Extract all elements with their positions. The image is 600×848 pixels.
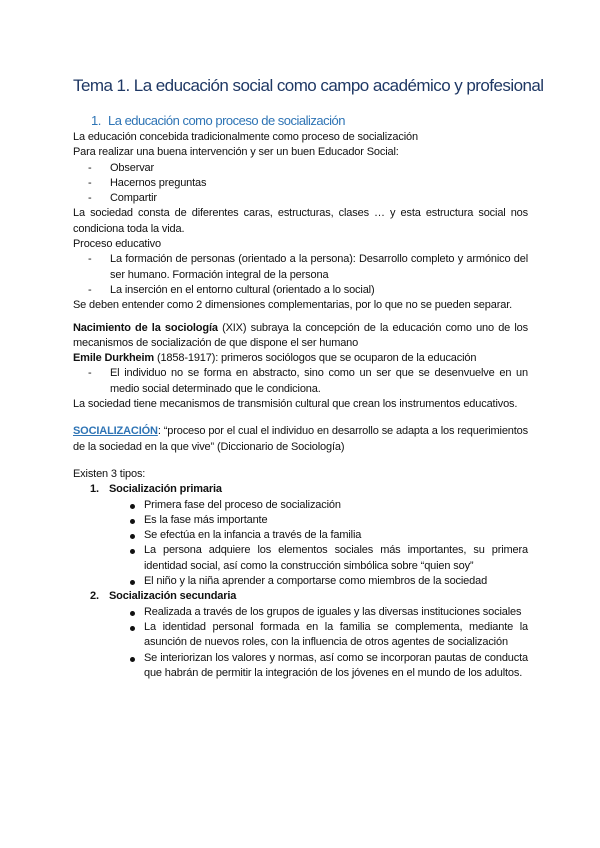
list-item: - La inserción en el entorno cultural (orientado a lo social) [73, 283, 528, 298]
socialization-definition: SOCIALIZACIÓN: “proceso por el cual el individuo en desarrollo se adapta a los requerimientos de la sociedad en la que vive” (Diccionario de Sociología) [73, 425, 528, 453]
section-heading [91, 113, 345, 128]
bullet-item: Es la fase más importante [109, 513, 528, 528]
durkheim-list [73, 366, 528, 397]
document-body [73, 130, 528, 681]
mechanisms-paragraph: La sociedad tiene mecanismos de transmisión cultural que crean los instrumentos educativos. [73, 398, 518, 411]
process-heading: Proceso educativo [73, 238, 161, 251]
type-number: 2. [90, 590, 99, 603]
bullet-item: Se interiorizan los valores y normas, así como se incorporan pautas de conducta que habrán de permitir la integración de los jóvenes en el mundo de los adultos. [109, 651, 528, 682]
bullet-item: El niño y la niña aprender a comportarse como miembros de la sociedad [109, 574, 528, 589]
durkheim-term: Emile Durkheim [73, 352, 155, 365]
type-item [73, 589, 528, 681]
type-item [73, 482, 528, 589]
bullet-icon [130, 580, 135, 585]
intro-line: La educación concebida tradicionalmente como proceso de socialización [73, 131, 418, 143]
society-paragraph: La sociedad consta de diferentes caras, estructuras, clases … y esta estructura social nos condiciona toda la vida. [73, 207, 528, 235]
dash-marker: - [88, 176, 92, 189]
list-item: - Observar [73, 161, 528, 176]
list-item: - El individuo no se forma en abstracto, sino como un ser que se desenvuelve en un medio social determinado que le condiciona. [88, 367, 528, 395]
bullet-icon [130, 611, 135, 616]
list-item: - La formación de personas (orientado a la persona): Desarrollo completo y armónico del ser humano. Formación integral de la persona [88, 253, 528, 281]
bullet-item: La persona adquiere los elementos sociales más importantes, su primera identidad social, así como la construcción simbólica sobre “quien soy” [109, 543, 528, 574]
bullet-item: Primera fase del proceso de socialización [109, 498, 528, 513]
bullet-item: La identidad personal formada en la familia se complementa, mediante la asunción de nuevos roles, con la influencia de otros agentes de socialización [109, 620, 528, 651]
dash-marker: - [88, 283, 92, 296]
list-item: - Hacernos preguntas [73, 176, 528, 191]
dash-marker: - [88, 161, 92, 174]
bullet-item: Se efectúa en la infancia a través de la familia [109, 528, 528, 543]
durkheim-paragraph: Emile Durkheim (1858-1917): primeros sociólogos que se ocuparon de la educación [73, 352, 477, 365]
socialization-types-list [73, 482, 528, 681]
type-title: Socialización secundaria [109, 590, 237, 603]
sociology-paragraph: Nacimiento de la sociología (XIX) subraya la concepción de la educación como uno de los mecanismos de socialización de que dispone el ser humano [73, 321, 529, 349]
list-item: - Compartir [73, 191, 528, 206]
bullet-item: Realizada a través de los grupos de iguales y las diversas instituciones sociales [109, 605, 528, 620]
intro-line: Para realizar una buena intervención y ser un buen Educador Social: [73, 146, 399, 159]
bullet-icon [130, 504, 135, 509]
bullet-icon [130, 534, 135, 539]
type-bullets [109, 498, 528, 590]
socialization-link[interactable]: SOCIALIZACIÓN [73, 425, 158, 438]
process-list [73, 252, 528, 298]
types-intro: Existen 3 tipos: [73, 467, 146, 480]
bullet-icon [130, 626, 135, 631]
type-title: Socialización primaria [109, 483, 222, 496]
section-title: La educación como proceso de socialización [108, 113, 345, 128]
dimensions-paragraph: Se deben entender como 2 dimensiones complementarias, por lo que no se pueden separar. [73, 299, 513, 312]
dash-marker: - [88, 192, 92, 205]
document-title: Tema 1. La educación social como campo académico y profesional [73, 76, 544, 95]
dash-marker: - [88, 367, 92, 380]
dash-marker: - [88, 253, 92, 266]
type-number: 1. [90, 483, 99, 496]
type-bullets [109, 605, 528, 681]
skills-list [73, 161, 528, 207]
bullet-icon [130, 519, 135, 524]
sociology-term: Nacimiento de la sociología [73, 321, 218, 334]
section-number: 1. [91, 113, 101, 128]
bullet-icon [130, 657, 135, 662]
bullet-icon [130, 549, 135, 554]
